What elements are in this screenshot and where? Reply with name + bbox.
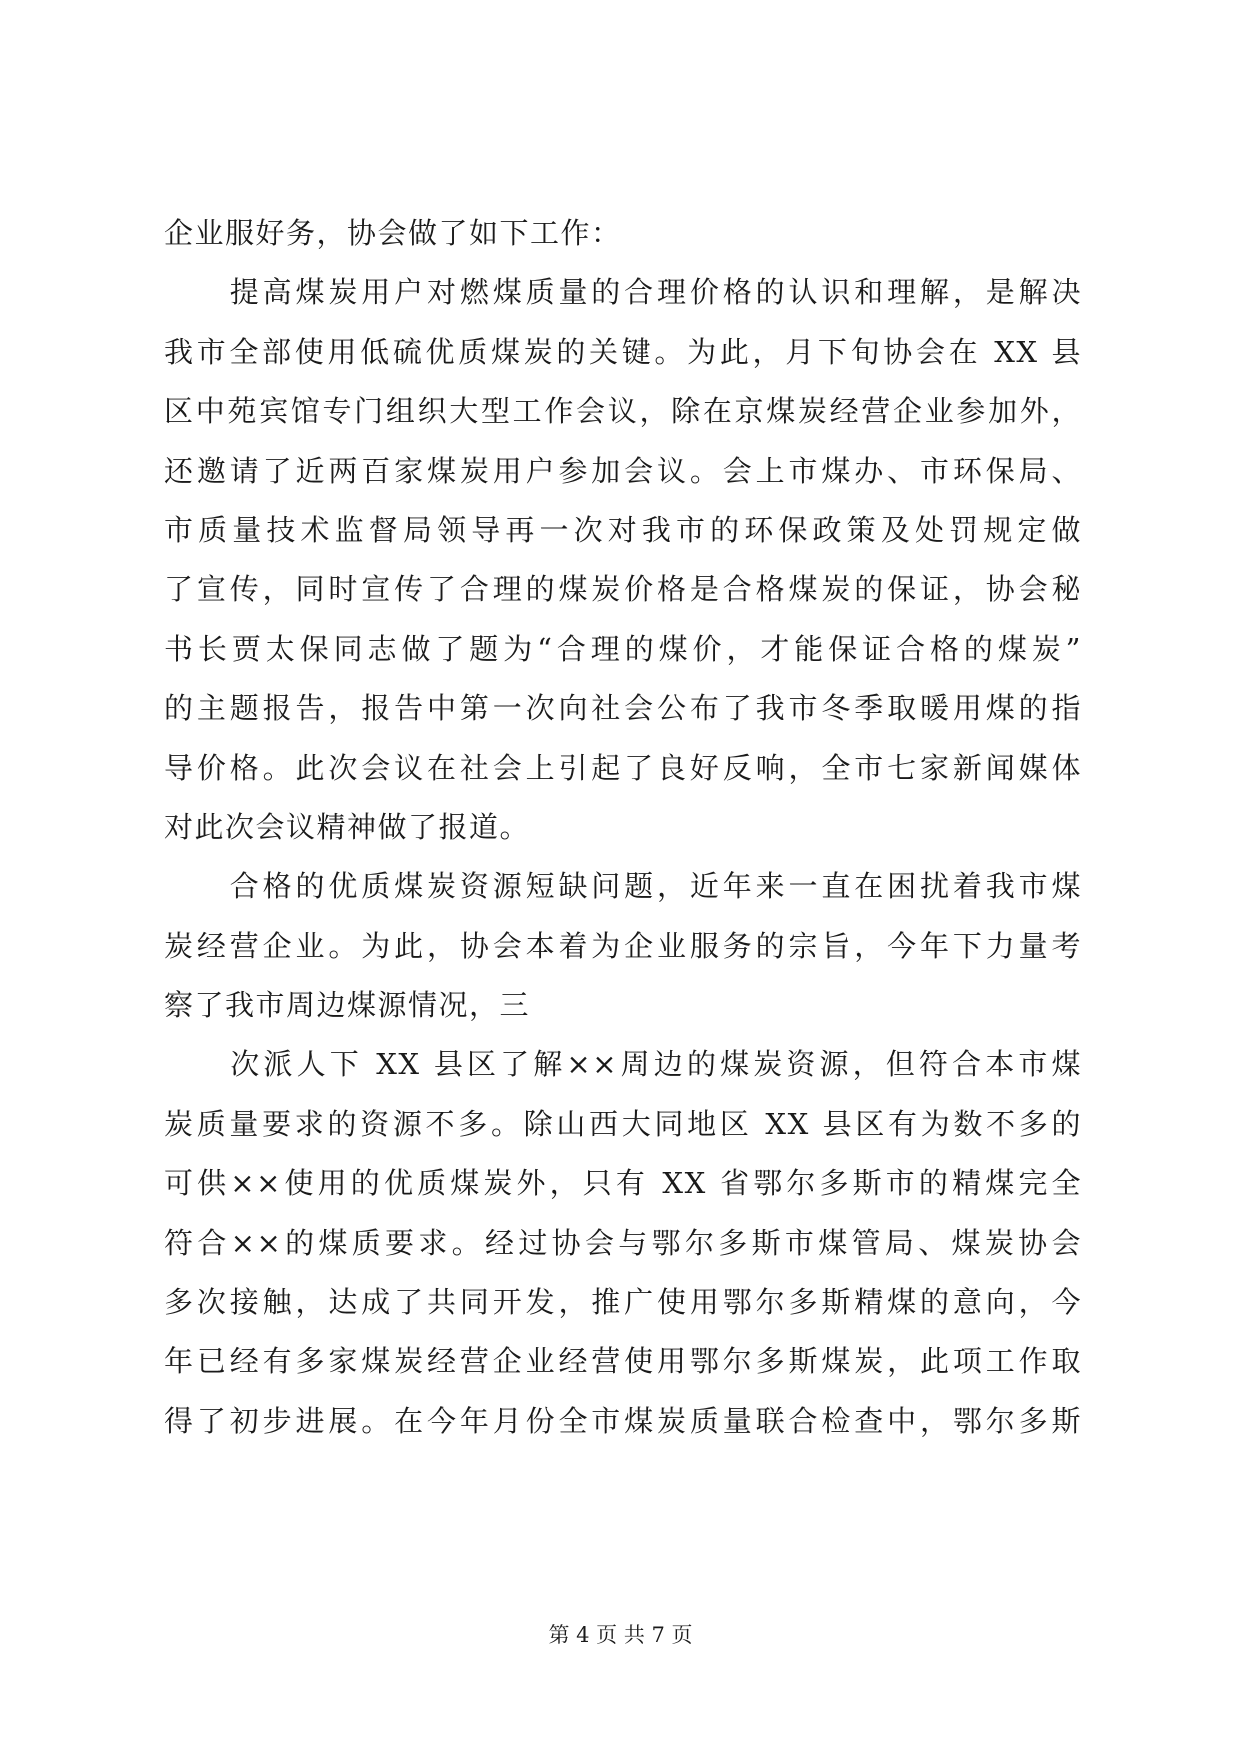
text-line: 察了我市周边煤源情况，三 [164, 988, 531, 1023]
body-text [164, 204, 1082, 1451]
text-line: 了宣传，同时宣传了合理的煤炭价格是合格煤炭的保证，协会秘 [164, 572, 1082, 607]
text-line: 提高煤炭用户对燃煤质量的合理价格的认识和理解，是解决 [164, 275, 1082, 310]
text-line: 年已经有多家煤炭经营企业经营使用鄂尔多斯煤炭，此项工作取 [164, 1344, 1082, 1379]
text-line: 的主题报告，报告中第一次向社会公布了我市冬季取暖用煤的指 [164, 691, 1082, 726]
text-line: 炭经营企业。为此，协会本着为企业服务的宗旨，今年下力量考 [164, 928, 1082, 963]
text-line: 可供××使用的优质煤炭外，只有 XX 省鄂尔多斯市的精煤完全 [164, 1166, 1082, 1201]
text-line: 区中苑宾馆专门组织大型工作会议，除在京煤炭经营企业参加外， [164, 394, 1082, 429]
text-line: 还邀请了近两百家煤炭用户参加会议。会上市煤办、市环保局、 [164, 453, 1082, 488]
text-line: 市质量技术监督局领导再一次对我市的环保政策及处罚规定做 [164, 512, 1082, 547]
text-line: 企业服好务，协会做了如下工作： [164, 216, 622, 250]
text-line: 符合××的煤质要求。经过协会与鄂尔多斯市煤管局、煤炭协会 [164, 1225, 1082, 1260]
page-footer: 第 4 页 共 7 页 [548, 1623, 693, 1647]
text-line: 对此次会议精神做了报道。 [164, 809, 531, 844]
text-line: 导价格。此次会议在社会上引起了良好反响，全市七家新闻媒体 [164, 750, 1082, 785]
text-line: 合格的优质煤炭资源短缺问题，近年来一直在困扰着我市煤 [164, 869, 1082, 904]
text-line: 得了初步进展。在今年月份全市煤炭质量联合检查中，鄂尔多斯 [164, 1403, 1082, 1438]
text-line: 我市全部使用低硫优质煤炭的关键。为此，月下旬协会在 XX 县 [164, 334, 1082, 369]
text-line: 炭质量要求的资源不多。除山西大同地区 XX 县区有为数不多的 [164, 1106, 1082, 1141]
text-line: 多次接触，达成了共同开发，推广使用鄂尔多斯精煤的意向，今 [164, 1285, 1082, 1320]
text-line: 书长贾太保同志做了题为“合理的煤价，才能保证合格的煤炭” [164, 631, 1082, 666]
text-line: 次派人下 XX 县区了解××周边的煤炭资源，但符合本市煤 [164, 1047, 1082, 1082]
